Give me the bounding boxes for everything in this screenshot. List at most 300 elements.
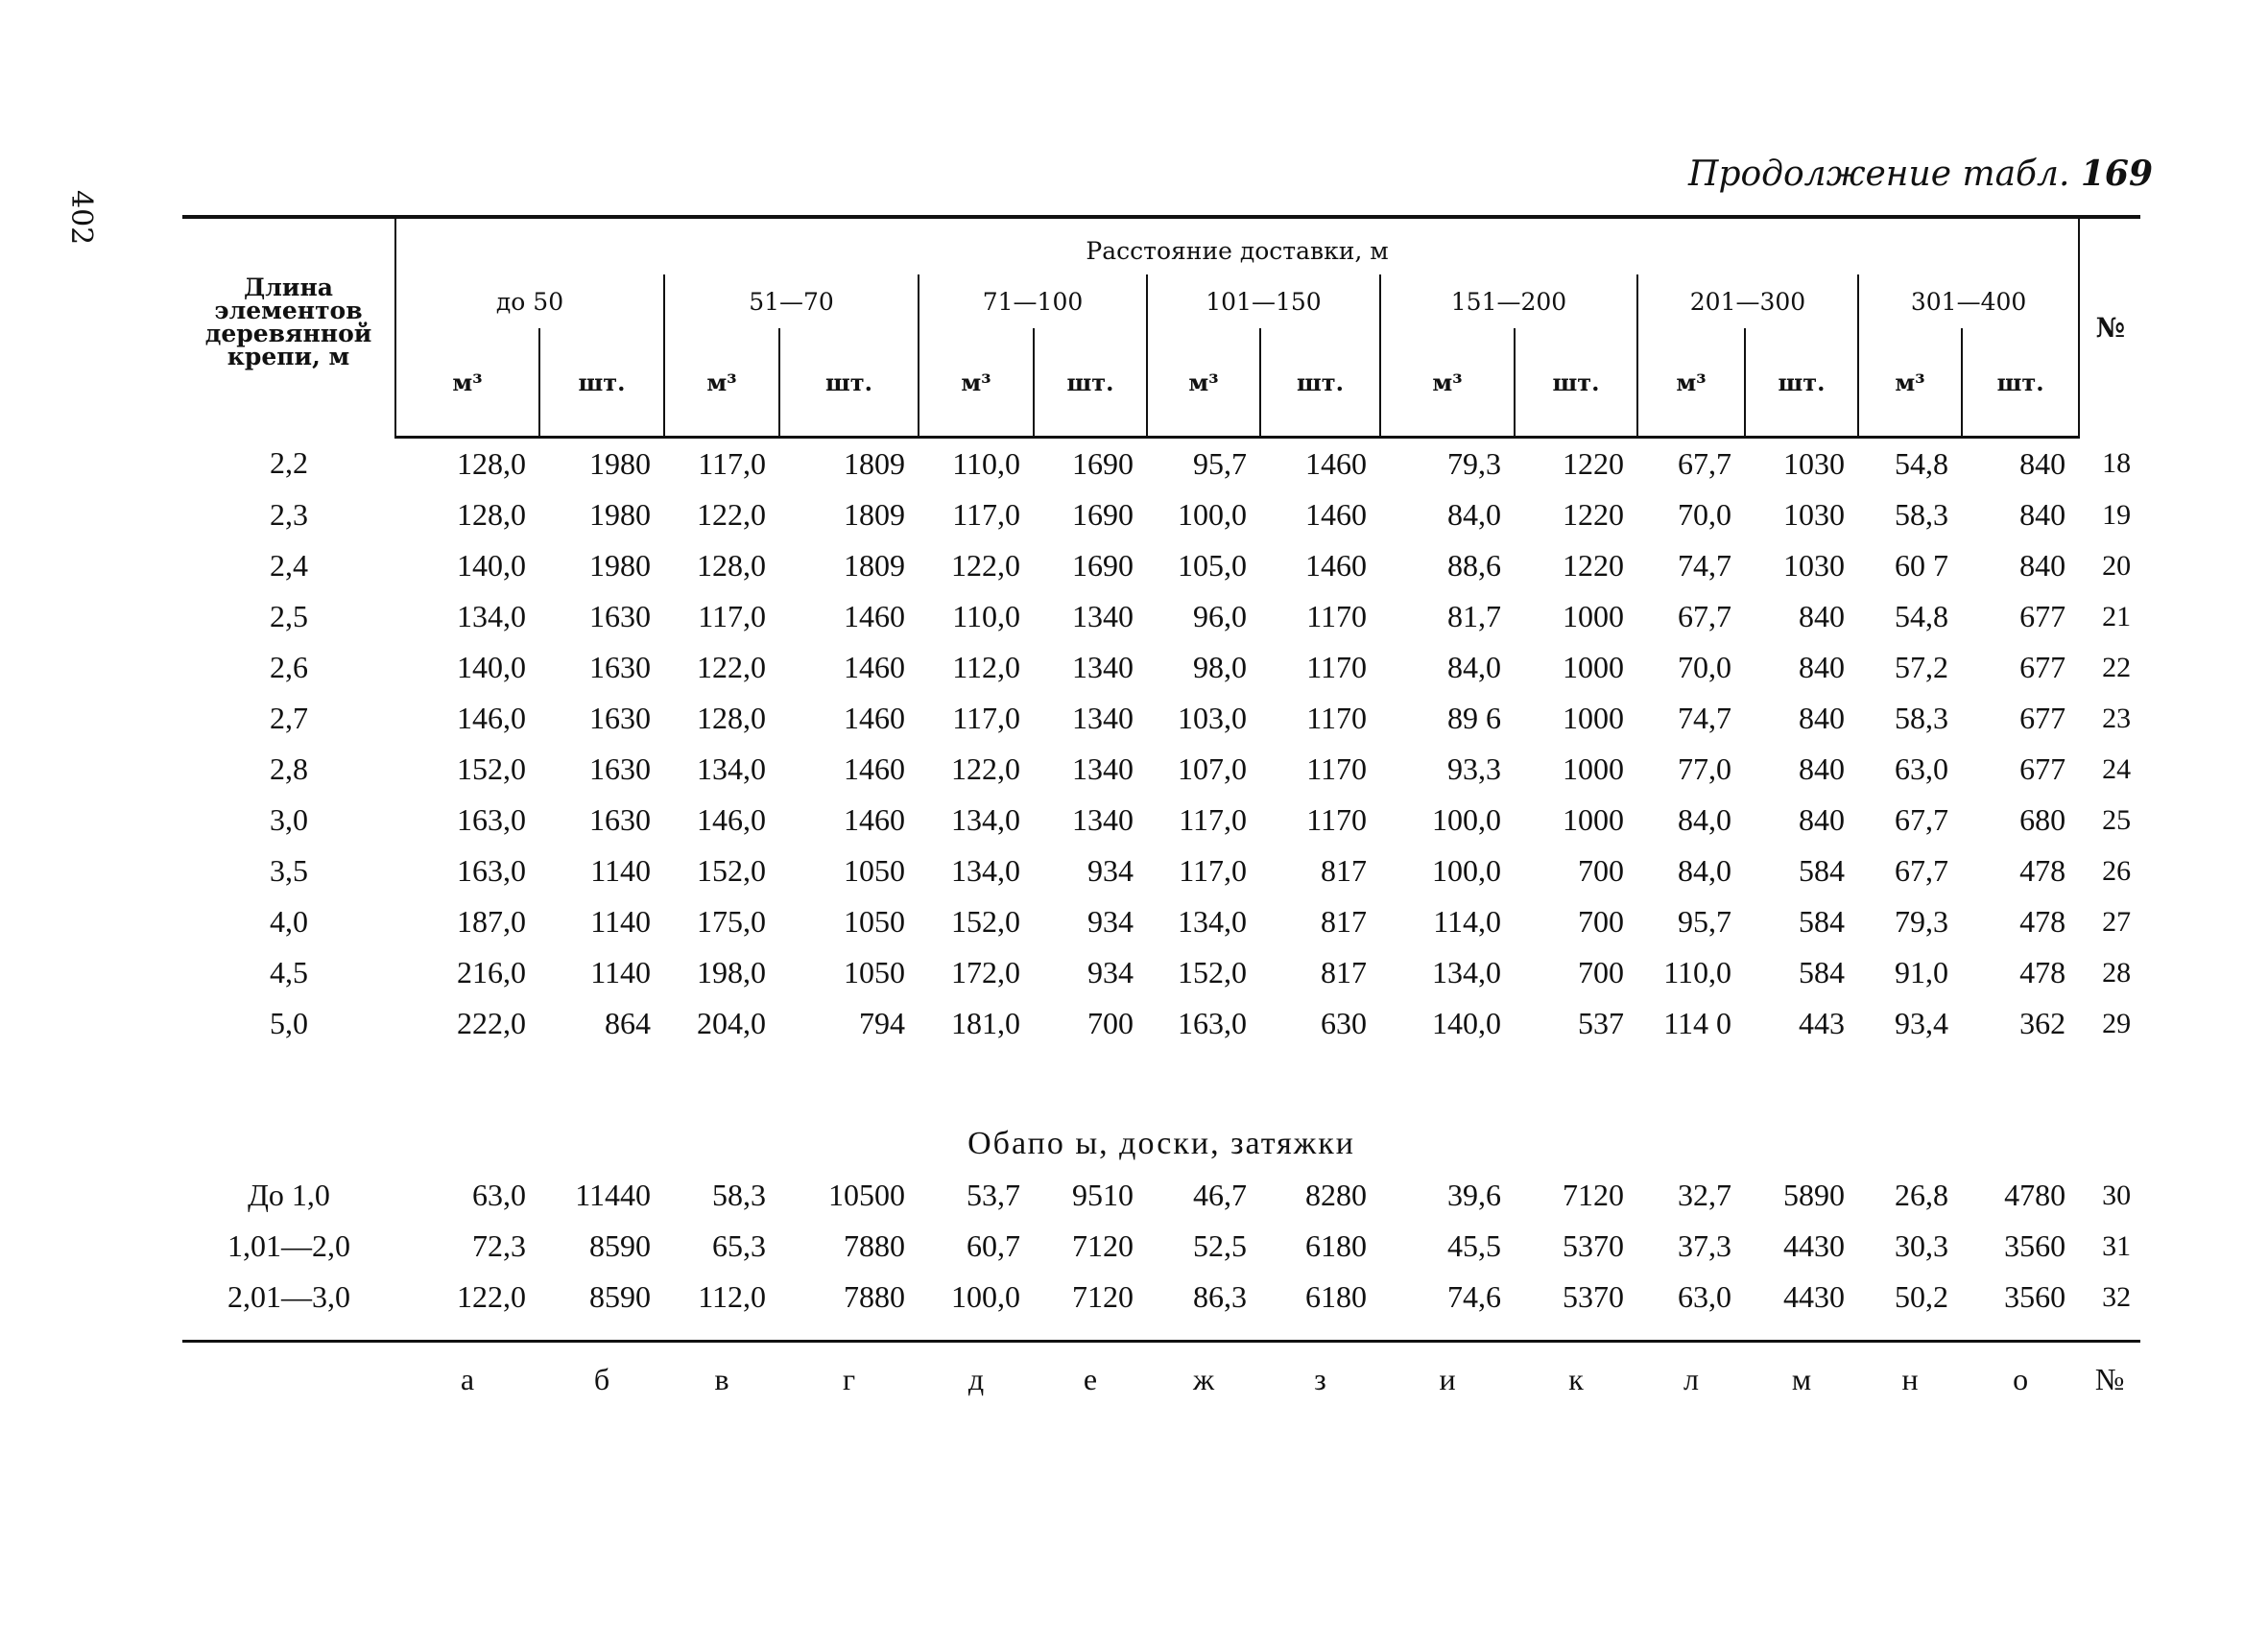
volume-cell: 117,0 — [1179, 802, 1247, 837]
count-cell: 934 — [1087, 853, 1134, 888]
volume-cell: 175,0 — [697, 904, 766, 939]
count-cell: 1809 — [844, 497, 905, 532]
count-cell: 478 — [2019, 853, 2066, 888]
count-cell: 3560 — [2004, 1279, 2066, 1314]
unit-pcs-header: шт. — [1745, 328, 1858, 438]
count-cell: 1630 — [589, 650, 651, 684]
row-length: 2,7 — [270, 701, 308, 735]
unit-m3-header: м³ — [1147, 328, 1260, 438]
count-cell: 7880 — [844, 1279, 905, 1314]
volume-cell: 198,0 — [697, 955, 766, 989]
count-cell: 840 — [1799, 751, 1845, 786]
volume-cell: 67,7 — [1678, 599, 1731, 633]
table-row — [182, 896, 2140, 947]
count-cell: 1980 — [589, 446, 651, 481]
row-length: 3,5 — [270, 853, 308, 888]
count-cell: 677 — [2019, 599, 2066, 633]
column-letter: д — [919, 1342, 1034, 1409]
data-table — [182, 215, 2140, 1408]
count-cell: 8280 — [1305, 1178, 1367, 1212]
column-letter: г — [779, 1342, 919, 1409]
table-row — [182, 693, 2140, 744]
volume-cell: 128,0 — [697, 548, 766, 583]
page-number: 402 — [64, 190, 98, 246]
volume-cell: 74,7 — [1678, 701, 1731, 735]
volume-cell: 67,7 — [1895, 853, 1948, 888]
column-letter: е — [1034, 1342, 1147, 1409]
volume-cell: 122,0 — [697, 650, 766, 684]
volume-cell: 100,0 — [951, 1279, 1020, 1314]
count-cell: 1460 — [844, 599, 905, 633]
table-row — [182, 591, 2140, 642]
count-cell: 1690 — [1072, 497, 1134, 532]
volume-cell: 117,0 — [698, 599, 766, 633]
count-cell: 584 — [1799, 904, 1845, 939]
count-cell: 840 — [2019, 548, 2066, 583]
count-cell: 700 — [1578, 955, 1624, 989]
column-letter: а — [395, 1342, 539, 1409]
volume-cell: 110,0 — [952, 446, 1020, 481]
count-cell: 584 — [1799, 955, 1845, 989]
volume-cell: 114,0 — [1433, 904, 1501, 939]
column-letter: з — [1260, 1342, 1380, 1409]
unit-pcs-header: шт. — [539, 328, 664, 438]
count-cell: 1340 — [1072, 701, 1134, 735]
distance-group-header: 301—400 — [1858, 274, 2079, 328]
count-cell: 478 — [2019, 904, 2066, 939]
count-cell: 1170 — [1306, 751, 1367, 786]
column-letter: к — [1515, 1342, 1637, 1409]
count-cell: 1140 — [590, 955, 651, 989]
volume-cell: 63,0 — [1895, 751, 1948, 786]
volume-cell: 32,7 — [1678, 1178, 1731, 1212]
count-cell: 1140 — [590, 904, 651, 939]
count-cell: 1030 — [1783, 497, 1845, 532]
count-cell: 1000 — [1563, 802, 1624, 837]
row-length: 4,0 — [270, 904, 308, 939]
table-row — [182, 947, 2140, 998]
count-cell: 934 — [1087, 904, 1134, 939]
row-length: 4,5 — [270, 955, 308, 989]
volume-cell: 84,0 — [1447, 650, 1501, 684]
count-cell: 1220 — [1563, 497, 1624, 532]
count-cell: 1000 — [1563, 751, 1624, 786]
count-cell: 6180 — [1305, 1228, 1367, 1263]
distance-group-header: 151—200 — [1380, 274, 1637, 328]
volume-cell: 122,0 — [697, 497, 766, 532]
count-cell: 677 — [2019, 751, 2066, 786]
volume-cell: 134,0 — [1178, 904, 1247, 939]
column-letter: н — [1858, 1342, 1962, 1409]
count-cell: 1030 — [1783, 548, 1845, 583]
unit-pcs-header: шт. — [1962, 328, 2079, 438]
volume-cell: 84,0 — [1678, 853, 1731, 888]
volume-cell: 110,0 — [1663, 955, 1731, 989]
volume-cell: 100,0 — [1432, 802, 1501, 837]
volume-cell: 187,0 — [457, 904, 526, 939]
volume-cell: 134,0 — [457, 599, 526, 633]
volume-cell: 93,4 — [1895, 1006, 1948, 1040]
data-table-wrapper — [182, 215, 2140, 1408]
volume-cell: 117,0 — [698, 446, 766, 481]
count-cell: 1220 — [1563, 446, 1624, 481]
table-row — [182, 846, 2140, 896]
distance-header: Расстояние доставки, м — [395, 217, 2079, 274]
volume-cell: 181,0 — [951, 1006, 1020, 1040]
count-cell: 4430 — [1783, 1228, 1845, 1263]
volume-cell: 152,0 — [1178, 955, 1247, 989]
volume-cell: 58,3 — [712, 1178, 766, 1212]
volume-cell: 58,3 — [1895, 701, 1948, 735]
distance-group-header: до 50 — [395, 274, 664, 328]
stub-header: Длина элементов деревянной крепи, м — [182, 217, 395, 438]
column-letter: м — [1745, 1342, 1858, 1409]
table-row — [182, 489, 2140, 540]
column-letter: ж — [1147, 1342, 1260, 1409]
volume-cell: 112,0 — [952, 650, 1020, 684]
volume-cell: 86,3 — [1193, 1279, 1247, 1314]
count-cell: 1460 — [844, 802, 905, 837]
count-cell: 840 — [1799, 701, 1845, 735]
count-cell: 840 — [1799, 802, 1845, 837]
volume-cell: 88,6 — [1447, 548, 1501, 583]
section2-title: Обапо ы, доски, затяжки — [967, 1126, 1356, 1161]
volume-cell: 74,6 — [1447, 1279, 1501, 1314]
table-row — [182, 1221, 2140, 1272]
column-letter: № — [2079, 1342, 2140, 1409]
volume-cell: 57,2 — [1895, 650, 1948, 684]
count-cell: 1460 — [1305, 548, 1367, 583]
volume-cell: 93,3 — [1447, 751, 1501, 786]
volume-cell: 96,0 — [1193, 599, 1247, 633]
main-body — [182, 438, 2140, 1050]
volume-cell: 216,0 — [457, 955, 526, 989]
count-cell: 443 — [1799, 1006, 1845, 1040]
count-cell: 1220 — [1563, 548, 1624, 583]
count-cell: 864 — [605, 1006, 651, 1040]
count-cell: 9510 — [1072, 1178, 1134, 1212]
volume-cell: 26,8 — [1895, 1178, 1948, 1212]
count-cell: 8590 — [589, 1279, 651, 1314]
unit-pcs-header: шт. — [779, 328, 919, 438]
count-cell: 7120 — [1072, 1279, 1134, 1314]
volume-cell: 89 6 — [1447, 701, 1501, 735]
volume-cell: 60 7 — [1895, 548, 1948, 583]
footer-row — [182, 1342, 2140, 1409]
count-cell: 840 — [1799, 650, 1845, 684]
count-cell: 1340 — [1072, 650, 1134, 684]
count-cell: 1170 — [1306, 802, 1367, 837]
row-length: 5,0 — [270, 1006, 308, 1040]
count-cell: 1170 — [1306, 650, 1367, 684]
volume-cell: 152,0 — [457, 751, 526, 786]
volume-cell: 114 0 — [1663, 1006, 1731, 1040]
row-length: 3,0 — [270, 802, 308, 837]
volume-cell: 50,2 — [1895, 1279, 1948, 1314]
table-row — [182, 1272, 2140, 1322]
count-cell: 4430 — [1783, 1279, 1845, 1314]
count-cell: 840 — [1799, 599, 1845, 633]
table-row — [182, 1170, 2140, 1221]
row-number: 22 — [2102, 651, 2132, 683]
volume-cell: 95,7 — [1193, 446, 1247, 481]
count-cell: 1460 — [844, 650, 905, 684]
count-cell: 1000 — [1563, 701, 1624, 735]
unit-m3-header: м³ — [919, 328, 1034, 438]
row-number: 26 — [2102, 854, 2132, 887]
volume-cell: 172,0 — [951, 955, 1020, 989]
volume-cell: 122,0 — [951, 548, 1020, 583]
volume-cell: 134,0 — [951, 853, 1020, 888]
count-cell: 1170 — [1306, 599, 1367, 633]
volume-cell: 107,0 — [1178, 751, 1247, 786]
table-caption — [1688, 154, 2153, 194]
volume-cell: 37,3 — [1678, 1228, 1731, 1263]
volume-cell: 98,0 — [1193, 650, 1247, 684]
count-cell: 362 — [2019, 1006, 2066, 1040]
table-row — [182, 642, 2140, 693]
volume-cell: 152,0 — [951, 904, 1020, 939]
volume-cell: 110,0 — [952, 599, 1020, 633]
count-cell: 1000 — [1563, 599, 1624, 633]
volume-cell: 79,3 — [1895, 904, 1948, 939]
table-row — [182, 438, 2140, 490]
volume-cell: 63,0 — [472, 1178, 526, 1212]
count-cell: 5370 — [1563, 1228, 1624, 1263]
row-number: 28 — [2102, 956, 2132, 989]
count-cell: 11440 — [575, 1178, 651, 1212]
table-row — [182, 540, 2140, 591]
count-cell: 10500 — [828, 1178, 905, 1212]
count-cell: 584 — [1799, 853, 1845, 888]
count-cell: 840 — [2019, 446, 2066, 481]
count-cell: 1630 — [589, 599, 651, 633]
volume-cell: 134,0 — [1432, 955, 1501, 989]
volume-cell: 67,7 — [1895, 802, 1948, 837]
caption-text: Продолжение табл. — [1688, 155, 2070, 194]
column-letter: о — [1962, 1342, 2079, 1409]
volume-cell: 81,7 — [1447, 599, 1501, 633]
volume-cell: 134,0 — [697, 751, 766, 786]
unit-pcs-header: шт. — [1260, 328, 1380, 438]
volume-cell: 128,0 — [457, 497, 526, 532]
volume-cell: 163,0 — [457, 853, 526, 888]
unit-header-row — [182, 328, 2140, 438]
count-cell: 1809 — [844, 446, 905, 481]
count-cell: 677 — [2019, 650, 2066, 684]
count-cell: 1690 — [1072, 548, 1134, 583]
count-cell: 1809 — [844, 548, 905, 583]
row-number: 18 — [2102, 446, 2132, 479]
volume-cell: 67,7 — [1678, 446, 1731, 481]
count-cell: 478 — [2019, 955, 2066, 989]
count-cell: 1000 — [1563, 650, 1624, 684]
volume-cell: 39,6 — [1447, 1178, 1501, 1212]
unit-m3-header: м³ — [664, 328, 779, 438]
unit-pcs-header: шт. — [1034, 328, 1147, 438]
row-length: 2,6 — [270, 650, 308, 684]
count-cell: 5890 — [1783, 1178, 1845, 1212]
count-cell: 680 — [2019, 802, 2066, 837]
count-cell: 1170 — [1306, 701, 1367, 735]
unit-m3-header: м³ — [1858, 328, 1962, 438]
volume-cell: 60,7 — [967, 1228, 1020, 1263]
number-header: № — [2079, 217, 2140, 438]
row-number: 30 — [2102, 1179, 2132, 1211]
volume-cell: 140,0 — [457, 650, 526, 684]
volume-cell: 52,5 — [1193, 1228, 1247, 1263]
count-cell: 817 — [1321, 853, 1367, 888]
volume-cell: 84,0 — [1447, 497, 1501, 532]
volume-cell: 84,0 — [1678, 802, 1731, 837]
volume-cell: 122,0 — [951, 751, 1020, 786]
volume-cell: 91,0 — [1895, 955, 1948, 989]
count-cell: 4780 — [2004, 1178, 2066, 1212]
count-cell: 794 — [859, 1006, 905, 1040]
count-cell: 1030 — [1783, 446, 1845, 481]
volume-cell: 134,0 — [951, 802, 1020, 837]
row-number: 32 — [2102, 1280, 2132, 1313]
row-length: 2,2 — [270, 445, 308, 481]
volume-cell: 140,0 — [1432, 1006, 1501, 1040]
distance-group-header: 101—150 — [1147, 274, 1380, 328]
distance-group-header: 71—100 — [919, 274, 1147, 328]
volume-cell: 65,3 — [712, 1228, 766, 1263]
volume-cell: 74,7 — [1678, 548, 1731, 583]
count-cell: 934 — [1087, 955, 1134, 989]
volume-cell: 117,0 — [952, 497, 1020, 532]
unit-m3-header: м³ — [1380, 328, 1515, 438]
volume-cell: 79,3 — [1447, 446, 1501, 481]
count-cell: 1460 — [1305, 497, 1367, 532]
caption-number: 169 — [2080, 154, 2153, 194]
row-length: До 1,0 — [248, 1178, 330, 1212]
count-cell: 1340 — [1072, 751, 1134, 786]
row-length: 2,3 — [270, 497, 308, 532]
row-number: 24 — [2102, 752, 2132, 785]
volume-cell: 95,7 — [1678, 904, 1731, 939]
count-cell: 1630 — [589, 751, 651, 786]
volume-cell: 163,0 — [1178, 1006, 1247, 1040]
table-row — [182, 795, 2140, 846]
volume-cell: 70,0 — [1678, 497, 1731, 532]
table-row — [182, 998, 2140, 1049]
volume-cell: 103,0 — [1178, 701, 1247, 735]
count-cell: 7120 — [1563, 1178, 1624, 1212]
volume-cell: 163,0 — [457, 802, 526, 837]
count-cell: 8590 — [589, 1228, 651, 1263]
count-cell: 3560 — [2004, 1228, 2066, 1263]
volume-cell: 100,0 — [1178, 497, 1247, 532]
count-cell: 6180 — [1305, 1279, 1367, 1314]
count-cell: 677 — [2019, 701, 2066, 735]
count-cell: 1630 — [589, 802, 651, 837]
distance-group-header: 201—300 — [1637, 274, 1858, 328]
volume-cell: 72,3 — [472, 1228, 526, 1263]
row-number: 20 — [2102, 549, 2132, 582]
volume-cell: 100,0 — [1432, 853, 1501, 888]
row-number: 23 — [2102, 702, 2132, 734]
volume-cell: 152,0 — [697, 853, 766, 888]
volume-cell: 146,0 — [697, 802, 766, 837]
count-cell: 1630 — [589, 701, 651, 735]
volume-cell: 58,3 — [1895, 497, 1948, 532]
column-letter: и — [1380, 1342, 1515, 1409]
volume-cell: 70,0 — [1678, 650, 1731, 684]
row-number: 21 — [2102, 600, 2132, 632]
row-length: 2,01—3,0 — [227, 1279, 350, 1314]
volume-cell: 105,0 — [1178, 548, 1247, 583]
count-cell: 1340 — [1072, 802, 1134, 837]
count-cell: 700 — [1087, 1006, 1134, 1040]
volume-cell: 54,8 — [1895, 599, 1948, 633]
table-row — [182, 744, 2140, 795]
volume-cell: 53,7 — [967, 1178, 1020, 1212]
count-cell: 537 — [1578, 1006, 1624, 1040]
unit-m3-header: м³ — [1637, 328, 1745, 438]
count-cell: 1690 — [1072, 446, 1134, 481]
count-cell: 1460 — [844, 751, 905, 786]
group-header-row — [182, 274, 2140, 328]
volume-cell: 54,8 — [1895, 446, 1948, 481]
volume-cell: 222,0 — [457, 1006, 526, 1040]
distance-group-header: 51—70 — [664, 274, 919, 328]
row-number: 27 — [2102, 905, 2132, 938]
volume-cell: 204,0 — [697, 1006, 766, 1040]
volume-cell: 63,0 — [1678, 1279, 1731, 1314]
row-number: 25 — [2102, 803, 2132, 836]
count-cell: 840 — [2019, 497, 2066, 532]
volume-cell: 146,0 — [457, 701, 526, 735]
count-cell: 817 — [1321, 904, 1367, 939]
unit-m3-header: м³ — [395, 328, 539, 438]
count-cell: 1980 — [589, 548, 651, 583]
row-length: 2,8 — [270, 751, 308, 786]
count-cell: 1340 — [1072, 599, 1134, 633]
row-number: 19 — [2102, 498, 2132, 531]
section2-body — [182, 1170, 2140, 1322]
volume-cell: 77,0 — [1678, 751, 1731, 786]
unit-pcs-header: шт. — [1515, 328, 1637, 438]
count-cell: 1050 — [844, 955, 905, 989]
count-cell: 700 — [1578, 904, 1624, 939]
volume-cell: 46,7 — [1193, 1178, 1247, 1212]
column-letter: в — [664, 1342, 779, 1409]
section2 — [182, 1049, 2140, 1170]
count-cell: 700 — [1578, 853, 1624, 888]
count-cell: 1460 — [1305, 446, 1367, 481]
count-cell: 5370 — [1563, 1279, 1624, 1314]
count-cell: 7880 — [844, 1228, 905, 1263]
count-cell: 1980 — [589, 497, 651, 532]
volume-cell: 128,0 — [457, 446, 526, 481]
volume-cell: 140,0 — [457, 548, 526, 583]
volume-cell: 117,0 — [1179, 853, 1247, 888]
row-length: 2,5 — [270, 599, 308, 633]
count-cell: 1140 — [590, 853, 651, 888]
row-number: 29 — [2102, 1007, 2132, 1039]
volume-cell: 122,0 — [457, 1279, 526, 1314]
volume-cell: 112,0 — [698, 1279, 766, 1314]
count-cell: 630 — [1321, 1006, 1367, 1040]
row-length: 1,01—2,0 — [227, 1228, 350, 1263]
volume-cell: 128,0 — [697, 701, 766, 735]
count-cell: 817 — [1321, 955, 1367, 989]
count-cell: 1050 — [844, 904, 905, 939]
volume-cell: 30,3 — [1895, 1228, 1948, 1263]
volume-cell: 117,0 — [952, 701, 1020, 735]
count-cell: 1050 — [844, 853, 905, 888]
